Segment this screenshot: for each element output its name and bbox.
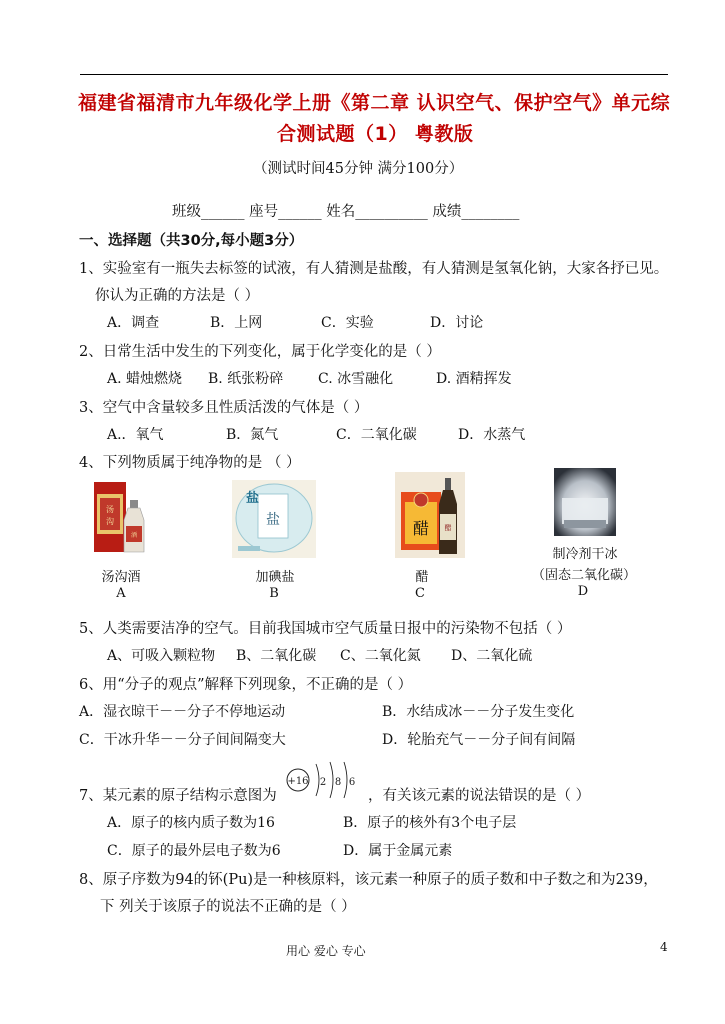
vinegar-image <box>395 472 465 558</box>
question-8-stem: 8、原子序数为94的钚(Pu)是一种核原料，该元素一种原子的质子数和中子数之和为239， <box>79 872 658 888</box>
image-c-letter: C <box>415 586 425 601</box>
question-6-option-b: B．水结成冰－－分子发生变化 <box>382 704 575 720</box>
section-heading: 一、选择题（共30分,每小题3分） <box>79 233 304 249</box>
image-c-caption: 醋 <box>415 570 429 585</box>
question-3-stem: 3、空气中含量较多且性质活泼的气体是（ ） <box>79 400 369 416</box>
header-rule <box>80 74 668 75</box>
page-number: 4 <box>660 940 668 954</box>
atom-structure-diagram <box>286 754 366 806</box>
question-2-option-d: D. 酒精挥发 <box>436 371 512 387</box>
atom-nucleus-charge: +16 <box>287 776 309 787</box>
question-7-stem-post: ，有关该元素的说法错误的是（ ） <box>368 788 591 804</box>
image-d-caption: （固态二氧化碳） <box>531 568 636 583</box>
question-3-option-b: B．氮气 <box>226 427 279 443</box>
question-7-stem-pre: 7、某元素的原子结构示意图为 <box>79 788 277 804</box>
atom-shell-1-electrons: 2 <box>319 777 327 788</box>
question-3-option-a: A.．氧气 <box>107 427 164 443</box>
question-1-stem: 1、实验室有一瓶失去标签的试液，有人猜测是盐酸，有人猜测是氢氧化钠，大家各抒已见。 <box>79 261 669 277</box>
atom-shell-2-electrons: 8 <box>334 777 342 788</box>
question-1-option-d: D．讨论 <box>430 315 484 331</box>
question-4-stem: 4、下列物质属于纯净物的是 （ ） <box>79 455 301 471</box>
image-d-caption-top: 制冷剂干冰 <box>552 547 618 562</box>
liquor-image <box>92 480 148 554</box>
question-2-option-b: B. 纸张粉碎 <box>208 371 284 387</box>
test-subtitle: （测试时间45分钟 满分100分） <box>253 161 464 177</box>
question-2-option-a: A. 蜡烛燃烧 <box>107 371 183 387</box>
question-1-option-b: B．上网 <box>210 315 263 331</box>
image-b-caption: 加碘盐 <box>255 570 295 585</box>
svg-text:醋: 醋 <box>444 524 452 532</box>
image-a-letter: A <box>116 586 126 601</box>
question-1-option-a: A．调查 <box>107 315 160 331</box>
svg-text:沟: 沟 <box>106 517 114 526</box>
question-2-option-c: C. 冰雪融化 <box>318 371 394 387</box>
iodized-salt-image <box>232 480 316 558</box>
question-5-option-a: A、可吸入颗粒物 <box>107 648 216 664</box>
svg-text:汤: 汤 <box>106 505 114 514</box>
svg-text:盐: 盐 <box>246 491 260 506</box>
question-2-stem: 2、日常生活中发生的下列变化，属于化学变化的是（ ） <box>79 344 441 360</box>
question-6-option-d: D．轮胎充气－－分子间有间隔 <box>382 732 576 748</box>
question-6-option-c: C．干冰升华－－分子间间隔变大 <box>79 732 286 748</box>
footer-motto: 用心 爱心 专心 <box>286 944 366 958</box>
question-7-option-b: B．原子的核外有3个电子层 <box>343 815 517 831</box>
question-5-option-d: D、二氧化硫 <box>451 648 533 664</box>
svg-text:醋: 醋 <box>412 519 430 538</box>
question-5-option-b: B、二氧化碳 <box>236 648 317 664</box>
question-3-option-d: D．水蒸气 <box>458 427 526 443</box>
image-b-letter: B <box>269 586 279 601</box>
question-7-option-a: A．原子的核内质子数为16 <box>107 815 275 831</box>
question-5-option-c: C、二氧化氮 <box>340 648 421 664</box>
image-a-caption: 汤沟酒 <box>101 570 141 585</box>
question-7-option-d: D．属于金属元素 <box>343 843 453 859</box>
question-7-option-c: C．原子的最外层电子数为6 <box>107 843 281 859</box>
document-title-line1: 福建省福清市九年级化学上册《第二章 认识空气、保护空气》单元综 <box>78 92 671 114</box>
svg-text:盐: 盐 <box>266 512 280 528</box>
question-3-option-c: C．二氧化碳 <box>336 427 417 443</box>
document-title-line2: 合测试题（1） 粤教版 <box>277 123 474 145</box>
dry-ice-image <box>554 468 616 536</box>
question-6-option-a: A．湿衣晾干－－分子不停地运动 <box>79 704 286 720</box>
question-1-option-c: C．实验 <box>321 315 374 331</box>
image-d-letter: D <box>577 584 589 599</box>
student-info-fields: 班级______ 座号______ 姓名__________ 成绩________ <box>172 204 520 220</box>
question-5-stem: 5、人类需要洁净的空气。目前我国城市空气质量日报中的污染物不包括（ ） <box>79 621 572 637</box>
question-1-stem-cont: 你认为正确的方法是（ ） <box>95 288 260 304</box>
question-6-stem: 6、用“分子的观点”解释下列现象，不正确的是（ ） <box>79 677 413 693</box>
question-8-stem-cont: 下 列关于该原子的说法不正确的是（ ） <box>100 899 356 915</box>
svg-text:酒: 酒 <box>130 532 138 539</box>
atom-shell-3-electrons: 6 <box>348 777 356 788</box>
